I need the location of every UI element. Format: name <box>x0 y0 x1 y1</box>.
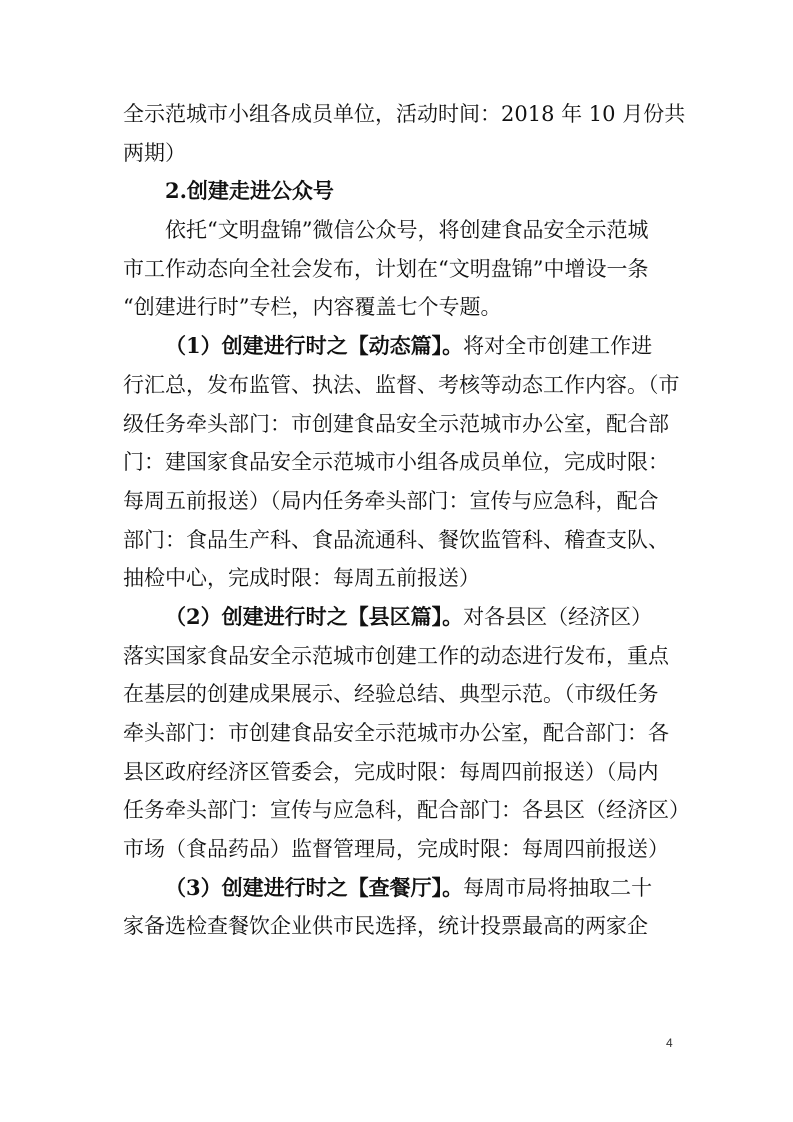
item-1-text: 将对全市创建工作进 <box>463 334 653 359</box>
body-line: 牵头部门：市创建食品安全示范城市办公室，配合部门：各 <box>123 721 669 745</box>
body-line: 依托“文明盘锦”微信公众号，将创建食品安全示范城 <box>165 218 649 243</box>
body-line: 抽检中心，完成时限：每周五前报送） <box>123 566 480 591</box>
body-line: 落实国家食品安全示范城市创建工作的动态进行发布，重点 <box>123 643 669 668</box>
item-3-first-line <box>123 869 673 908</box>
body-line: 市工作动态向全社会发布，计划在“文明盘锦”中增设一条 <box>123 256 649 281</box>
item-2-title: （2）创建进行时之【县区篇】。 <box>165 603 464 629</box>
item-2-first-line <box>123 598 673 637</box>
body-line: 行汇总，发布监管、执法、监督、考核等动态工作内容。（市 <box>123 372 680 397</box>
body-line: 市场（食品药品）监督管理局，完成时限：每周四前报送） <box>123 837 669 862</box>
body-line: 两期） <box>123 140 186 165</box>
page-number: 4 <box>666 1036 673 1050</box>
body-line: 每周五前报送）（局内任务牵头部门：宣传与应急科，配合 <box>123 488 659 513</box>
document-body <box>123 95 690 946</box>
body-line: 县区政府经济区管委会，完成时限：每周四前报送）（局内 <box>123 759 659 784</box>
body-line: 全示范城市小组各成员单位，活动时间：2018 年 10 月份共 <box>123 102 686 126</box>
item-2-text: 对各县区（经济区） <box>463 604 653 629</box>
body-line: 级任务牵头部门：市创建食品安全示范城市办公室，配合部 <box>123 411 669 436</box>
item-1-title: （1）创建进行时之【动态篇】。 <box>165 333 464 359</box>
item-3-text: 每周市局将抽取二十 <box>463 875 653 900</box>
body-line: 部门：食品生产科、食品流通科、餐饮监管科、稽查支队、 <box>123 527 669 552</box>
item-1-first-line <box>123 327 673 366</box>
body-line: “创建进行时”专栏，内容覆盖七个专题。 <box>123 295 502 320</box>
body-line: 在基层的创建成果展示、经验总结、典型示范。（市级任务 <box>123 682 659 707</box>
body-line: 任务牵头部门：宣传与应急科，配合部门：各县区（经济区） <box>123 798 690 823</box>
body-line: 门：建国家食品安全示范城市小组各成员单位，完成时限： <box>123 450 669 475</box>
body-line: 家备选检查餐饮企业供市民选择，统计投票最高的两家企 <box>123 914 648 939</box>
section-heading: 2.创建走进公众号 <box>165 178 334 204</box>
item-3-title: （3）创建进行时之【查餐厅】。 <box>165 874 464 900</box>
